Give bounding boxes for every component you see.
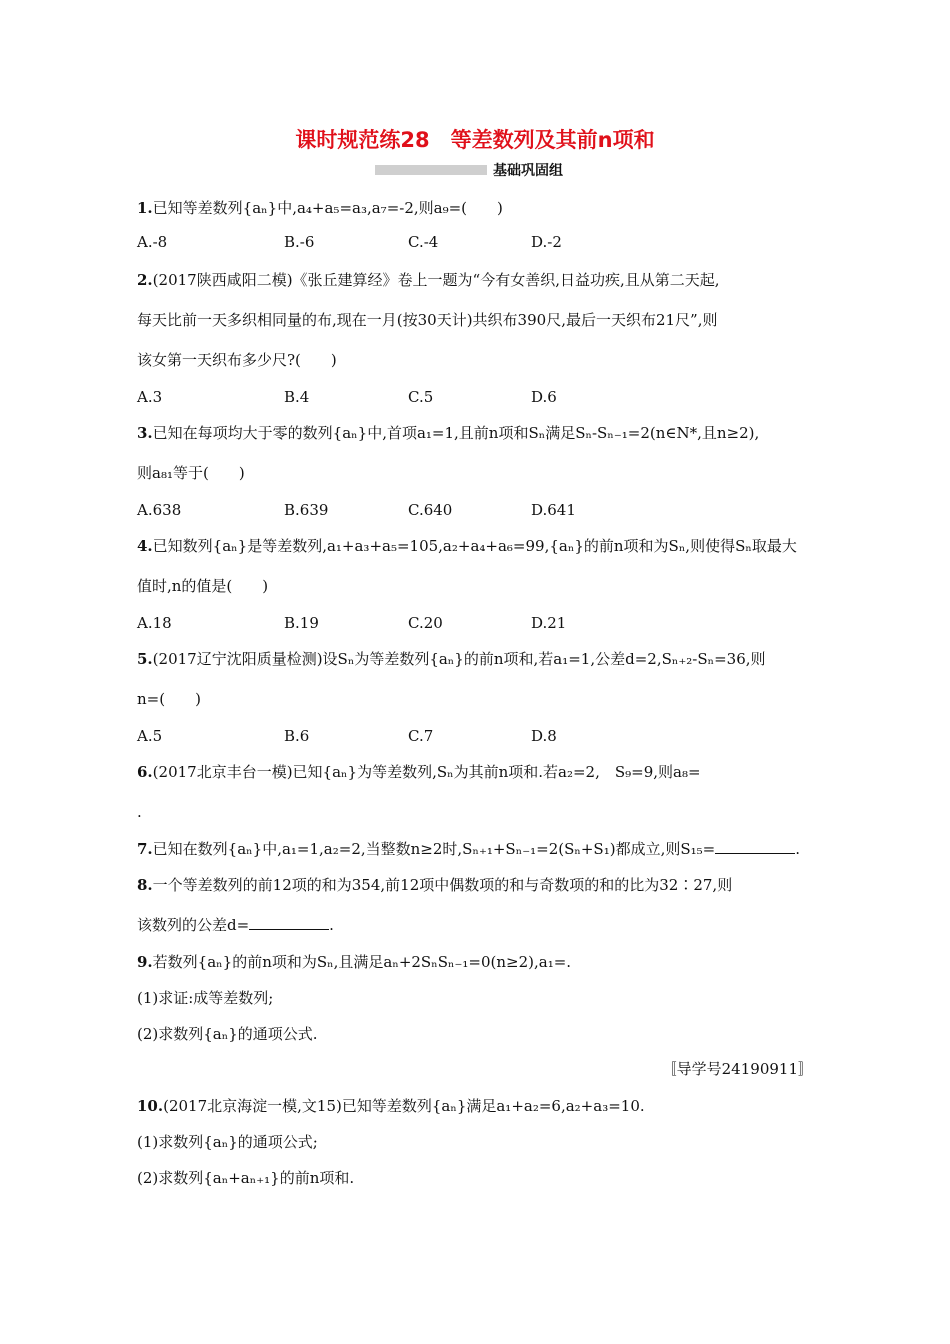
- q5-option-b: B.6: [284, 727, 310, 745]
- q8-end: .: [329, 916, 334, 934]
- q3-option-c: C.640: [408, 501, 453, 519]
- q1-option-c: C.-4: [408, 233, 439, 251]
- q2-option-c: C.5: [408, 388, 434, 406]
- q4-line-2: 值时,n的值是( ): [137, 577, 269, 595]
- q3-line-1: 3.已知在每项均大于零的数列{aₙ}中,首项a₁=1,且前n项和Sₙ满足Sₙ-Sₙ₋₁=2(n∈N*,且n≥2),: [137, 424, 760, 442]
- q1-stem: 1.已知等差数列{aₙ}中,a₄+a₅=a₃,a₇=-2,则a₉=( ): [137, 199, 503, 217]
- q10-part-2: (2)求数列{aₙ+aₙ₊₁}的前n项和.: [137, 1169, 355, 1187]
- q6-line-1: 6.(2017北京丰台一模)已知{aₙ}为等差数列,Sₙ为其前n项和.若a₂=2, S₉=9,则a₈=: [137, 763, 701, 781]
- q2-option-a: A.3: [137, 388, 163, 406]
- q1-option-a: A.-8: [137, 233, 168, 251]
- q9-guide-number: 〚导学号24190911〛: [661, 1060, 813, 1078]
- q9-part-2: (2)求数列{aₙ}的通项公式.: [137, 1025, 318, 1043]
- q7-answer-blank: [715, 839, 795, 854]
- q2-option-d: D.6: [531, 388, 557, 406]
- q4-option-d: D.21: [531, 614, 567, 632]
- q4-line-1: 4.已知数列{aₙ}是等差数列,a₁+a₃+a₅=105,a₂+a₄+a₆=99,{aₙ}的前n项和为Sₙ,则使得Sₙ取最大: [137, 537, 797, 555]
- q8-line-2: [137, 914, 817, 936]
- q3-option-d: D.641: [531, 501, 576, 519]
- q8-answer-blank: [249, 915, 329, 930]
- q7-end: .: [795, 840, 800, 858]
- section-heading: [375, 160, 563, 180]
- q2-line-3: 该女第一天织布多少尺?( ): [137, 351, 337, 369]
- q5-option-d: D.8: [531, 727, 557, 745]
- q4-option-b: B.19: [284, 614, 319, 632]
- q1-option-d: D.-2: [531, 233, 562, 251]
- q3-option-a: A.638: [137, 501, 182, 519]
- q8-line-2-text: 该数列的公差d=: [137, 916, 250, 934]
- section-bar: [375, 165, 487, 175]
- q6-line-2: .: [137, 803, 142, 821]
- q4-option-c: C.20: [408, 614, 443, 632]
- q9-line-1: 9.若数列{aₙ}的前n项和为Sₙ,且满足aₙ+2SₙSₙ₋₁=0(n≥2),a₁=.: [137, 953, 572, 971]
- q5-option-a: A.5: [137, 727, 163, 745]
- q10-part-1: (1)求数列{aₙ}的通项公式;: [137, 1133, 318, 1151]
- q2-option-b: B.4: [284, 388, 310, 406]
- q9-part-1: (1)求证:成等差数列;: [137, 989, 274, 1007]
- page-title: 课时规范练28 等差数列及其前n项和: [295, 128, 655, 152]
- q5-line-1: 5.(2017辽宁沈阳质量检测)设Sₙ为等差数列{aₙ}的前n项和,若a₁=1,公差d=2,Sₙ₊₂-Sₙ=36,则: [137, 650, 766, 668]
- q5-line-2: n=( ): [137, 690, 201, 708]
- q4-option-a: A.18: [137, 614, 172, 632]
- q10-line-1: 10.(2017北京海淀一模,文15)已知等差数列{aₙ}满足a₁+a₂=6,a₂+a₃=10.: [137, 1097, 645, 1115]
- q2-line-2: 每天比前一天多织相同量的布,现在一月(按30天计)共织布390尺,最后一天织布21尺”,则: [137, 311, 718, 329]
- q3-option-b: B.639: [284, 501, 329, 519]
- q7-text: 7.已知在数列{aₙ}中,a₁=1,a₂=2,当整数n≥2时,Sₙ₊₁+Sₙ₋₁=2(Sₙ+S₁)都成立,则S₁₅=: [137, 840, 716, 858]
- q2-line-1: 2.(2017陕西咸阳二模)《张丘建算经》卷上一题为“今有女善织,日益功疾,且从第二天起,: [137, 271, 720, 289]
- section-label: 基础巩固组: [493, 163, 563, 179]
- q1-option-b: B.-6: [284, 233, 315, 251]
- q7-stem: [137, 838, 817, 860]
- q5-option-c: C.7: [408, 727, 434, 745]
- q8-line-1: 8.一个等差数列的前12项的和为354,前12项中偶数项的和与奇数项的和的比为32∶27,则: [137, 876, 733, 894]
- q3-line-2: 则a₈₁等于( ): [137, 464, 245, 482]
